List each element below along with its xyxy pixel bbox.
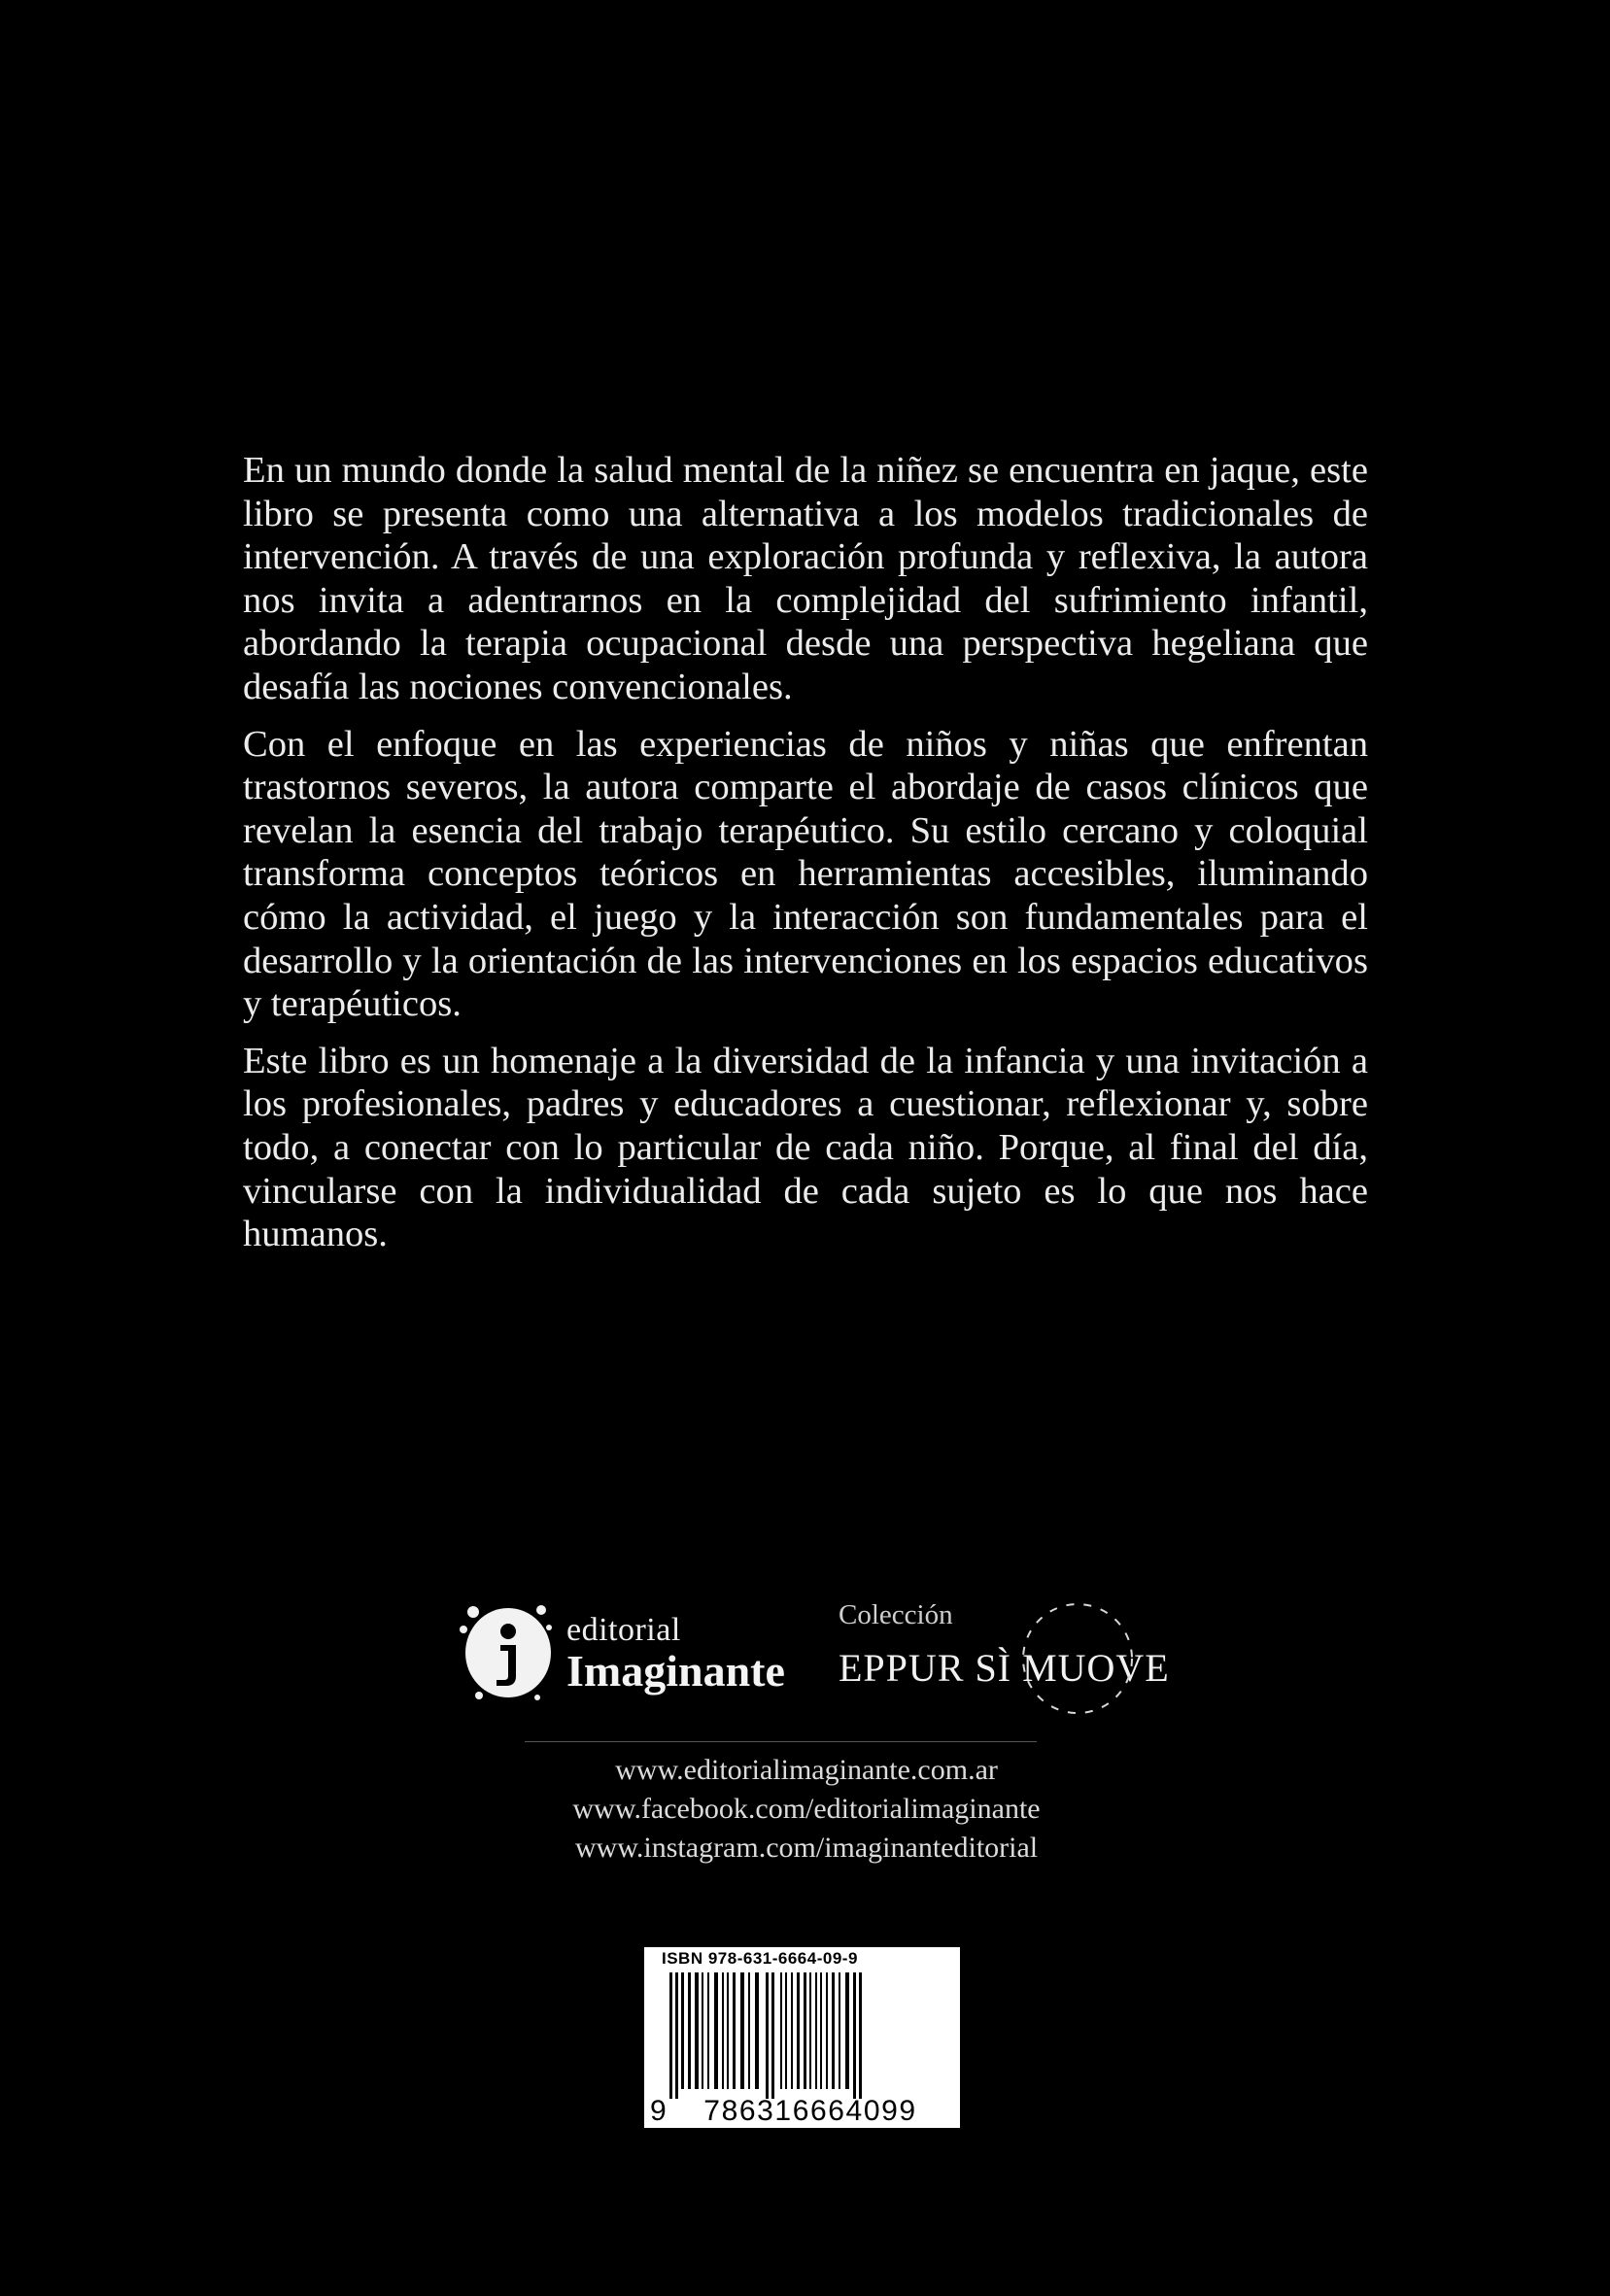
barcode-bar (797, 1972, 800, 2089)
collection-name-part1: EPPUR S (839, 1646, 998, 1690)
collection-label: Colección (839, 1599, 953, 1630)
barcode-bar (839, 1972, 840, 2089)
barcode-bar (780, 1972, 782, 2089)
barcode-bar (809, 1972, 811, 2089)
instagram-link[interactable]: www.instagram.com/imaginanteditorial (574, 1832, 1039, 1864)
barcode-digits: 786316664099 (703, 2095, 917, 2127)
barcode-bar (791, 1972, 793, 2089)
ink-drop-i-icon (452, 1589, 559, 1705)
publisher-name-line1: editorial (566, 1612, 681, 1648)
barcode-bar (804, 1972, 806, 2089)
barcode-bar (669, 1972, 672, 2099)
isbn-label: ISBN 978-631-6664-09-9 (662, 1949, 858, 1968)
publisher-logos (452, 1589, 1190, 1730)
barcode-bar (853, 1972, 856, 2099)
barcode-bar (727, 1972, 729, 2089)
barcode-bar (722, 1972, 724, 2089)
facebook-link[interactable]: www.facebook.com/editorialimaginante (572, 1793, 1041, 1825)
barcode-bar (675, 1972, 678, 2099)
collection-name-i: Ì (997, 1646, 1012, 1690)
barcode-bar (695, 1972, 699, 2089)
barcode-bar (714, 1972, 718, 2089)
barcode-first-digit: 9 (650, 2095, 667, 2127)
blurb-paragraph-1: En un mundo donde la salud mental de la niñez se encuentra en jaque, este libro se presenta como una alternativa a los modelos tradicionales de intervención. A través de una exploración profunda y reflexiva, la autora nos invita a adentrarnos en la complejidad del sufrimiento infantil, abordando la terapia ocupacional desde una perspectiva hegeliana que desafía las nociones convencionales. (243, 450, 1368, 707)
dashed-orbit-icon (1017, 1598, 1139, 1720)
publisher-name-line2: Imaginante (566, 1646, 785, 1696)
barcode-bar (815, 1972, 817, 2089)
barcode-bar (785, 1972, 787, 2089)
barcode-bar (820, 1972, 822, 2089)
divider-line (525, 1741, 1037, 1742)
barcode-bar (859, 1972, 862, 2099)
barcode-bar (771, 1972, 774, 2099)
blurb-paragraph-2: Con el enfoque en las experiencias de niños y niñas que enfrentan trastornos severos, la autora comparte el abordaje de casos clínicos que revelan la esencia del trabajo terapéutico. Su estilo cercano y coloquial transforma conceptos teóricos en herramientas accesibles, iluminando cómo la actividad, el juego y la interacción son fundamentales para el desarrollo y la orientación de las intervenciones en los espacios educativos y terapéuticos. (243, 723, 1368, 1025)
blurb-paragraph-3: Este libro es un homenaje a la diversidad de la infancia y una invitación a los profesionales, padres y educadores a cuestionar, reflexionar y, sobre todo, a conectar con lo particular de cada niño. Porque, al final del día, vincularse con la individualidad de cada sujeto es lo que nos hace humanos. (243, 1040, 1368, 1255)
barcode-bar (845, 1972, 849, 2089)
barcode-bar (740, 1972, 744, 2089)
website-link[interactable]: www.editorialimaginante.com.ar (615, 1754, 998, 1786)
barcode-bar (832, 1972, 835, 2089)
barcode-bar (748, 1972, 750, 2089)
isbn-barcode (644, 1947, 960, 2128)
barcode-bar (707, 1972, 709, 2089)
barcode-bar (688, 1972, 691, 2089)
barcode-bar (766, 1972, 769, 2099)
barcode-bar (826, 1972, 828, 2089)
barcode-bar (755, 1972, 759, 2089)
publisher-links (486, 1751, 1127, 1868)
barcode-bar (733, 1972, 736, 2089)
barcode-bar (702, 1972, 703, 2089)
collection-name-part2: MUOVE (1011, 1646, 1170, 1690)
back-cover-blurb (243, 449, 1368, 1270)
barcode-bar (681, 1972, 684, 2089)
